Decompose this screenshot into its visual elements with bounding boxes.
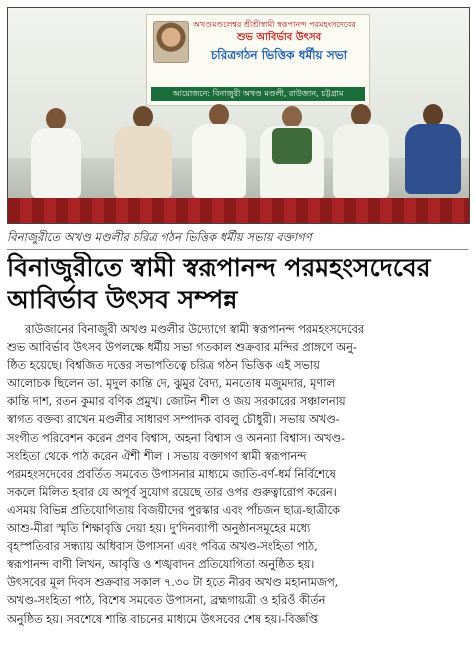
person-5 — [328, 104, 394, 204]
person-6 — [400, 104, 466, 204]
body-line: ষ্ঠিত হয়েছে। বিশ্বজিত দত্তের সভাপতিত্বে চরিত্র গঠন ভিত্তিক এই সভায় — [7, 359, 320, 373]
body-line: আশু-মীরা স্মৃতি শিক্ষাবৃত্তি দেয়া হয়। দু'দিনব্যাপী অনুষ্ঠানসমূহের মধ্যে — [7, 522, 311, 536]
photo-caption: বিনাজুরীতে অখণ্ড মণ্ডলীর চরিত্র গঠন ভিত্তিক ধর্মীয় সভায় বক্তাগণ — [7, 230, 312, 244]
banner-line-2: শুভ আবির্ভাব উৎসব — [236, 32, 322, 43]
body-line: অনুষ্ঠিত হয়। সবশেষে শান্তি বাচনের মাধ্যমে উৎসবের শেষ হয়।-বিজ্ঞপ্তি — [7, 612, 318, 626]
body-line: কান্তি দাশ, রতন কুমার বণিক প্রমুখ। জোটন শীল ও জয় সরকারের সঞ্চালনায় — [7, 395, 346, 409]
body-line: স্বাগত বক্তব্য রাখেন মণ্ডলীর সাধারণ সম্পাদক বাবলু চৌধুরী। সভায় অখণ্ড- — [7, 413, 340, 427]
body-line: পরমহংসদেবের প্রবর্তিত সমবেত উপাসনার মাধ্যমে জাতি-বর্ণ-ধর্ম নির্বিশেষে — [7, 467, 336, 481]
body-line: এসময় বিভিন্ন প্রতিযোগিতায় বিজয়ীদের পুরস্কার এবং পাঁচজন ছাত্র-ছাত্রীকে — [7, 503, 340, 517]
body-line: শুভ আবির্ভাব উৎসব উপলক্ষে ধর্মীয় সভা গতকাল শুক্রবার মন্দির প্রাঙ্গণে অনু- — [7, 341, 357, 355]
body-line: উৎসবের মূল দিবস শুক্রবার সকাল ৭.৩০ টা হতে নীরব অখণ্ড মহানামজপ, — [7, 576, 339, 590]
person-4 — [256, 106, 328, 206]
person-1 — [26, 108, 86, 208]
stage-carpet — [8, 198, 469, 223]
event-banner — [146, 14, 370, 106]
body-line: অখণ্ড-সংহিতা পাঠ, বিশেষ সমবেত উপাসনা, ব্রহ্মগায়ত্রী ও হরিওঁ কীর্তন — [7, 594, 326, 608]
banner-portrait-image — [153, 21, 189, 63]
headline-line-1: বিনাজুরীতে স্বামী স্বরূপানন্দ পরমহংসদেবের — [7, 253, 431, 282]
news-photo — [7, 7, 470, 224]
body-line: সংহিতা থেকে পাঠ করেন ঐশী শীল । সভায় বক্তাগণ স্বামী স্বরূপানন্দ — [7, 449, 307, 463]
banner-line-3: চরিত্রগঠন ভিত্তিক ধর্মীয় সভা — [210, 48, 348, 62]
body-line: সকলে মিলিত হবার যে অপূর্ব সুযোগ রয়েছে তার ওপর গুরুত্বারোপ করেন। — [7, 485, 337, 499]
body-line: স্বরূপানন্দ বাণী লিখন, আবৃত্তি ও শঙ্খবাদন প্রতিযোগিতা অনুষ্ঠিত হয়। — [7, 558, 315, 572]
article-body — [7, 321, 468, 647]
banner-line-1: অখণ্ডমণ্ডলেশ্বর শ্রীশ্রীস্বামী স্বরূপানন্দ পরমহংসদেবের — [193, 20, 356, 29]
headline — [7, 252, 468, 316]
body-line: রাউজানের বিনাজুরী অখণ্ড মণ্ডলীর উদ্যোগে স্বামী স্বরূপানন্দ পরমহংসদেবের — [25, 323, 365, 336]
person-3 — [186, 104, 252, 204]
body-line: বৃহস্পতিবার সন্ধ্যায় অধিবাস উপাসনা এবং পবিত্র অখণ্ড-সংহিতা পাঠ, — [7, 540, 318, 554]
banner-organizer-strip: আয়োজনে: বিনাজুরী অখণ্ড মণ্ডলী, রাউজান, চট্টগ্রাম — [151, 87, 365, 101]
body-line: আলোচক ছিলেন ডা. মৃদুল কান্তি দে, ঝুমুর বৈদ্য, মনতোষ মজুমদার, মৃণাল — [7, 377, 335, 391]
headline-line-2: আবির্ভাব উৎসব সম্পন্ন — [7, 285, 238, 314]
divider — [7, 249, 468, 250]
person-2 — [108, 106, 178, 206]
body-line: সংগীত পরিবেশন করেন প্রণব বিশ্বাস, অহনা বিশ্বাস ও অনন্যা বিশ্বাস। অখণ্ড- — [7, 431, 345, 445]
